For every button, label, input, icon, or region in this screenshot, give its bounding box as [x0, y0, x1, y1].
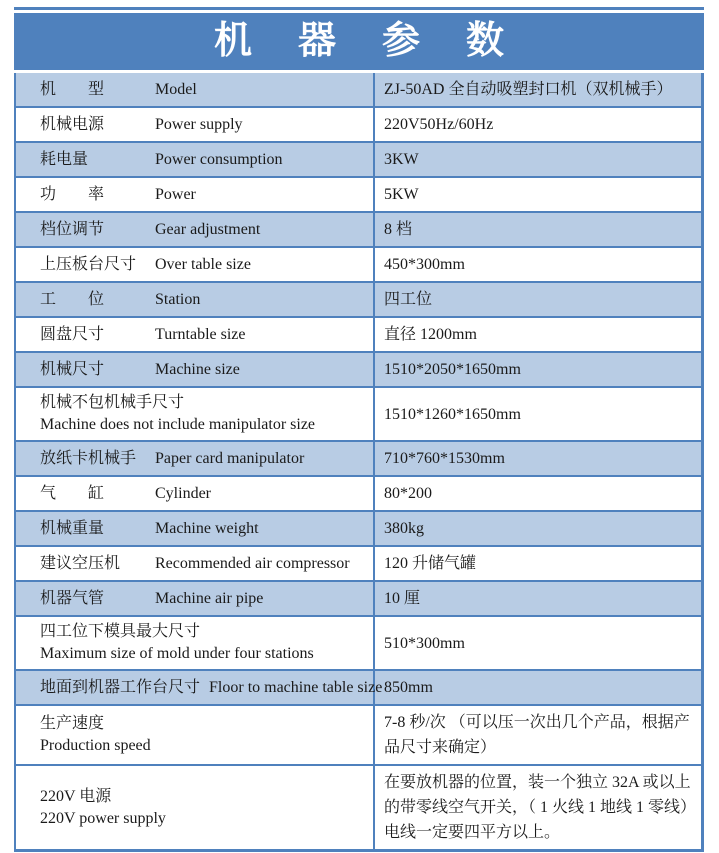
- top-rule-divider: [14, 7, 704, 10]
- row-label-chinese: 圆盘尺寸: [40, 325, 105, 343]
- row-label-cell: [16, 108, 375, 141]
- row-value-cell: [375, 706, 701, 764]
- row-label-cell: [16, 388, 375, 440]
- row-label-english: Model: [155, 80, 197, 98]
- row-value: 380kg: [384, 520, 424, 537]
- row-value-cell: [375, 318, 701, 351]
- table-row: [16, 108, 701, 143]
- row-value: 220V50Hz/60Hz: [384, 116, 494, 133]
- row-value: 直径 1200mm: [384, 326, 477, 343]
- row-label-cell: [16, 143, 375, 176]
- row-label-english: Production speed: [40, 737, 151, 754]
- table-row: [16, 442, 701, 477]
- row-value-cell: [375, 213, 701, 246]
- row-label-english: Power consumption: [155, 150, 283, 168]
- row-label-cell: [16, 283, 375, 316]
- row-label-english: Floor to machine table size: [209, 678, 383, 696]
- row-value-cell: [375, 73, 701, 106]
- row-value: 四工位: [384, 291, 433, 308]
- table-row: [16, 73, 701, 108]
- row-value-cell: [375, 283, 701, 316]
- row-label-chinese: 耗电量: [40, 150, 89, 168]
- spec-table: [14, 7, 704, 852]
- row-value: 710*760*1530mm: [384, 450, 505, 467]
- row-value-cell: [375, 766, 701, 849]
- row-label-chinese: 建议空压机: [40, 554, 121, 572]
- table-row: [16, 353, 701, 388]
- row-label-cell: [16, 547, 375, 580]
- row-label-english: Maximum size of mold under four stations: [40, 645, 314, 662]
- row-label-english: Cylinder: [155, 484, 211, 502]
- table-row: [16, 477, 701, 512]
- row-value-cell: [375, 353, 701, 386]
- row-value: 850mm: [384, 679, 433, 696]
- row-label-cell: [16, 706, 375, 764]
- table-row: [16, 547, 701, 582]
- row-label-english: Machine size: [155, 360, 240, 378]
- table-row: [16, 178, 701, 213]
- row-label-cell: [16, 671, 383, 704]
- table-row: [16, 512, 701, 547]
- row-label-chinese: 气 缸: [40, 484, 105, 502]
- row-label-chinese: 机械尺寸: [40, 360, 105, 378]
- row-label-english: Machine air pipe: [155, 589, 264, 607]
- row-label-chinese: 生产速度: [40, 715, 105, 732]
- row-label-english: Machine does not include manipulator size: [40, 416, 316, 433]
- table-row: [16, 388, 701, 442]
- row-label-chinese: 机 型: [40, 80, 105, 98]
- row-label-english: Paper card manipulator: [155, 449, 305, 467]
- row-label-cell: [16, 178, 375, 211]
- row-label-english: Over table size: [155, 255, 251, 273]
- row-label-english: 220V power supply: [40, 809, 166, 827]
- table-row: [16, 766, 701, 849]
- row-value: 5KW: [384, 186, 419, 203]
- row-value: 10 厘: [384, 590, 421, 607]
- table-row: [16, 617, 701, 671]
- row-label-english: Power: [155, 185, 196, 203]
- row-label-chinese: 机械重量: [40, 519, 105, 537]
- row-label-chinese: 放纸卡机械手: [40, 449, 137, 467]
- row-value: 1510*1260*1650mm: [384, 405, 521, 423]
- row-label-cell: [16, 582, 375, 615]
- row-value-cell: [375, 248, 701, 281]
- table-row: [16, 706, 701, 766]
- row-label-chinese: 四工位下模具最大尺寸: [40, 623, 201, 640]
- table-row: [16, 143, 701, 178]
- table-row: [16, 582, 701, 617]
- row-value-cell: [375, 178, 701, 211]
- row-label-cell: [16, 353, 375, 386]
- row-label-chinese: 上压板台尺寸: [40, 255, 137, 273]
- row-label-english: Recommended air compressor: [155, 554, 350, 572]
- row-label-chinese: 档位调节: [40, 220, 105, 238]
- row-label-english: Machine weight: [155, 519, 259, 537]
- row-value: 在要放机器的位置，装一个独立 32A 或以上的带零线空气开关，（ 1 火线 1 地线 1 零线）电线一定要四平方以上。: [384, 774, 691, 841]
- row-label-cell: [16, 477, 375, 510]
- row-value: 450*300mm: [384, 256, 465, 273]
- row-label-cell: [16, 512, 375, 545]
- row-label-cell: [16, 318, 375, 351]
- row-value-cell: [375, 582, 701, 615]
- row-value-cell: [375, 143, 701, 176]
- row-label-cell: [16, 248, 375, 281]
- row-value-cell: [375, 512, 701, 545]
- table-row: [16, 318, 701, 353]
- row-value: 80*200: [384, 485, 432, 502]
- row-label-cell: [16, 442, 375, 475]
- row-label-cell: [16, 617, 375, 669]
- row-value-cell: [375, 671, 701, 704]
- row-value: 120 升储气罐: [384, 555, 477, 572]
- row-value-cell: [375, 547, 701, 580]
- row-value-cell: [375, 477, 701, 510]
- table-row: [16, 213, 701, 248]
- row-value: 7-8 秒/次 （可以压一次出几个产品，根据产品尺寸来确定）: [384, 714, 690, 756]
- row-label-chinese: 地面到机器工作台尺寸: [40, 678, 201, 696]
- row-label-chinese: 机械电源: [40, 115, 105, 133]
- row-label-chinese: 220V 电源: [40, 787, 112, 805]
- table-row: [16, 283, 701, 318]
- spec-rows: [14, 73, 704, 852]
- row-value-cell: [375, 617, 701, 669]
- row-value-cell: [375, 388, 701, 440]
- row-label-chinese: 机器气管: [40, 589, 105, 607]
- row-value-cell: [375, 442, 701, 475]
- row-value: 3KW: [384, 151, 419, 168]
- row-label-english: Power supply: [155, 115, 243, 133]
- row-label-english: Gear adjustment: [155, 220, 261, 238]
- row-label-cell: [16, 766, 375, 849]
- row-value: 1510*2050*1650mm: [384, 361, 521, 378]
- row-label-chinese: 机械不包机械手尺寸: [40, 394, 185, 411]
- row-value: ZJ-50AD 全自动吸塑封口机（双机械手）: [384, 81, 673, 98]
- row-label-cell: [16, 73, 375, 106]
- row-label-cell: [16, 213, 375, 246]
- row-value: 8 档: [384, 221, 413, 238]
- table-row: [16, 248, 701, 283]
- row-label-english: Turntable size: [155, 325, 246, 343]
- row-label-chinese: 功 率: [40, 185, 105, 203]
- table-title: 机器参数: [14, 13, 704, 70]
- row-value: 510*300mm: [384, 634, 465, 652]
- table-row: [16, 671, 701, 706]
- row-value-cell: [375, 108, 701, 141]
- row-label-english: Station: [155, 290, 201, 308]
- row-label-chinese: 工 位: [40, 290, 105, 308]
